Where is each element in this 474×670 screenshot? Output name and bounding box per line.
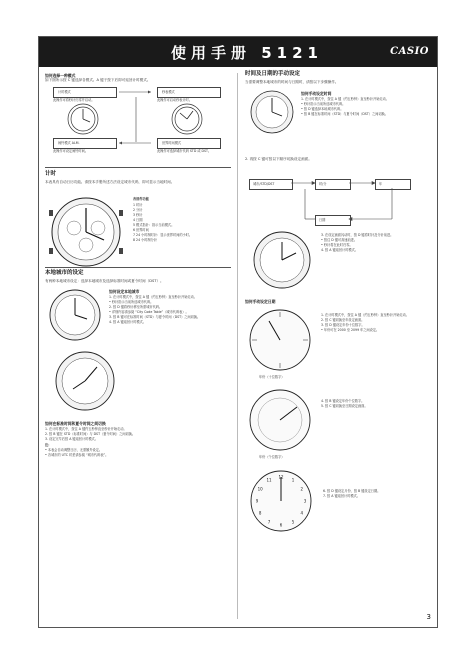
- flow-label: 日期: [319, 218, 326, 222]
- dst-subheading: 如何在标准时间和夏令时间之间切换: [45, 421, 106, 426]
- dial-number: 5: [291, 519, 295, 525]
- mode-label: 秒表模式: [162, 90, 175, 94]
- dial-number: 9: [255, 498, 259, 504]
- month-dial: [245, 465, 317, 537]
- date-setting-step: 7. 按 A 键返回计时模式。: [323, 494, 360, 498]
- mode-box-stopwatch: [157, 87, 221, 98]
- part-item: 2 分针: [133, 208, 143, 212]
- dst-note: • 本表会自动调整日历，无需额外设定。: [45, 448, 103, 452]
- mode-note: 此操作可启动秒表计时。: [157, 98, 193, 102]
- datetime-step: • 秒针指示当前所选城市代码。: [301, 102, 346, 106]
- part-item: 3 秒针: [133, 213, 143, 217]
- dial-number: 12: [278, 474, 284, 480]
- home-city-watch-illustration-2: [53, 349, 117, 413]
- flow-label: 城市/STD/DST: [253, 182, 275, 186]
- part-item: 4 日期: [133, 218, 143, 222]
- mode-box-timekeeping: [53, 87, 117, 98]
- brand-logo: CASIO: [390, 46, 429, 57]
- dst-note: • 各城市的 UTC 时差请参阅 “城市代码表”。: [45, 453, 109, 457]
- datetime-step-2: 2. 再按 C 键可按以下顺序切换设定画面。: [245, 157, 312, 161]
- home-city-step: • 秒针指示当前所选城市代码。: [109, 300, 154, 304]
- dial-caption: 年份（十位数字）: [259, 375, 285, 379]
- mode-nav-heading: 如何选择一种模式: [45, 73, 76, 78]
- timekeeping-intro: 本表具有自动日历功能。请按本手册所述方法设定城市代码，即可显示当地时间。: [45, 180, 175, 184]
- datetime-step: • 按 B 键在标准时间（STD）与夏令时间（DST）之间切换。: [301, 112, 388, 116]
- part-item: 5 模式指针：指示当前模式。: [133, 223, 175, 227]
- dst-step: 2. 按 B 键在 STD（标准时间）与 DST（夏令时间）之间切换。: [45, 432, 136, 436]
- time-setting-watch-illustration: [251, 229, 313, 291]
- home-city-step: • 详细内容请参阅 “City Code Table”（城市代码表）。: [109, 310, 189, 314]
- date-setting-step: 3. 按 D 键设定年份十位数字。: [321, 323, 365, 327]
- home-city-step: 3. 按 B 键可在标准时间（STD）与夏令时间（DST）之间切换。: [109, 315, 201, 319]
- dial-number: 11: [266, 477, 272, 483]
- date-setting-dial: [247, 307, 313, 373]
- manual-title: 使用手册 5121: [171, 44, 323, 62]
- home-city-step: 4. 按 A 键返回计时模式。: [109, 320, 146, 324]
- datetime-step: 1. 在计时模式中，按住 A 键（约五秒钟）直至秒针开始走动。: [301, 97, 389, 101]
- flow-label: 时/分: [319, 182, 327, 186]
- dst-step: 3. 设定完毕后按 A 键返回计时模式。: [45, 437, 98, 441]
- datetime-subheading: 如何手动设定时间: [301, 91, 332, 96]
- mode-note: 此操作可选择城市代码 STD 或 DST。: [157, 149, 212, 153]
- dial-caption: 年份（个位数字）: [259, 455, 285, 459]
- timekeeping-watch-illustration: [49, 195, 123, 269]
- page-number: 3: [426, 613, 431, 621]
- timekeeping-heading: 计时: [45, 171, 57, 177]
- date-setting-step: 2. 按 C 键切换至年设定画面。: [321, 318, 365, 322]
- flow-label: 年: [379, 182, 383, 186]
- home-city-intro: 有两种本地城市设定：选择本地城市及选择标准时间或夏令时间（DST）。: [45, 279, 164, 283]
- datetime-intro: 当需要调整本地城市的时间与日期时，请按以下步骤操作。: [245, 80, 339, 84]
- datetime-watch-illustration: [249, 89, 295, 135]
- mode-nav-note: 如下图所示按 C 键选择各模式。A 键于按下后即可返回计时模式。: [45, 78, 151, 82]
- part-item: 6 世界时间: [133, 228, 149, 232]
- dial-number: 2: [300, 486, 304, 492]
- date-setting-step: • 年份可在 2000 至 2099 年之间设定。: [321, 328, 380, 332]
- datetime-step: • 按 D 键选择本地城市代码。: [301, 107, 344, 111]
- dial-number: 1: [291, 477, 295, 483]
- home-city-subheading: 如何设定本地城市: [109, 289, 140, 294]
- part-item: 7 24 小时制时针：显示世界时间的小时。: [133, 233, 193, 237]
- mode-box-world-time: [157, 138, 221, 149]
- dial-number: 7: [267, 519, 271, 525]
- header-bar: [39, 37, 437, 67]
- part-item: 1 时针: [133, 203, 143, 207]
- time-setting-step: • 秒针将在此时归零。: [321, 243, 353, 247]
- home-city-heading: 本地城市的设定: [45, 270, 84, 276]
- date-setting-step: 1. 在计时模式中，按住 A 键（约五秒钟）直至秒针开始走动。: [321, 313, 409, 317]
- time-setting-step: • 按住 D 键可高速前进。: [321, 238, 358, 242]
- year-unit-dial: [247, 387, 313, 453]
- dst-step: 1. 在计时模式中，按住 A 键约五秒钟直至秒针开始走动。: [45, 427, 127, 431]
- date-subheading: 如何手动设定日期: [245, 299, 276, 304]
- dial-number: 10: [257, 486, 263, 492]
- manual-page: [38, 36, 438, 628]
- datetime-heading: 时间及日期的手动设定: [245, 71, 301, 77]
- date-setting-step: 4. 按 B 键设定年份个位数字。: [321, 399, 365, 403]
- mode-label: 世界时间模式: [162, 141, 182, 145]
- flow-arrows: [291, 181, 411, 221]
- dial-number: 8: [258, 510, 262, 516]
- parts-label: 各部件功能: [133, 197, 149, 201]
- home-city-step: 2. 按 D 键将秒针移至所需城市代码。: [109, 305, 163, 309]
- mode-box-alarm: [53, 138, 117, 149]
- mode-label: 闹铃模式 ALM.: [58, 141, 80, 145]
- time-setting-step: 3. 在设定画面闪动时，按 D 键将时针及分针前进。: [321, 233, 394, 237]
- flow-box-city: [249, 179, 293, 190]
- mode-note: 此操作可设定闹铃时间。: [53, 149, 89, 153]
- dial-number: 6: [279, 522, 283, 528]
- mode-label: 计时模式: [58, 90, 71, 94]
- time-setting-step: 4. 按 A 键返回计时模式。: [321, 248, 358, 252]
- mode-note: 此操作可将秒针归零并启动。: [53, 98, 95, 102]
- dial-number: 4: [300, 510, 304, 516]
- date-setting-step: 5. 按 C 键切换至日期设定画面。: [321, 404, 368, 408]
- home-city-step: 1. 在计时模式中，按住 A 键（约五秒钟）直至秒针开始走动。: [109, 295, 197, 299]
- mode-watch-row: [61, 101, 211, 137]
- dst-note-label: 注：: [45, 443, 52, 447]
- home-city-watch-illustration: [47, 287, 103, 343]
- date-setting-step: 6. 按 D 键设定月份，按 B 键设定日期。: [323, 489, 381, 493]
- part-item: 8 24 小时制分针: [133, 238, 158, 242]
- dial-number: 3: [303, 498, 307, 504]
